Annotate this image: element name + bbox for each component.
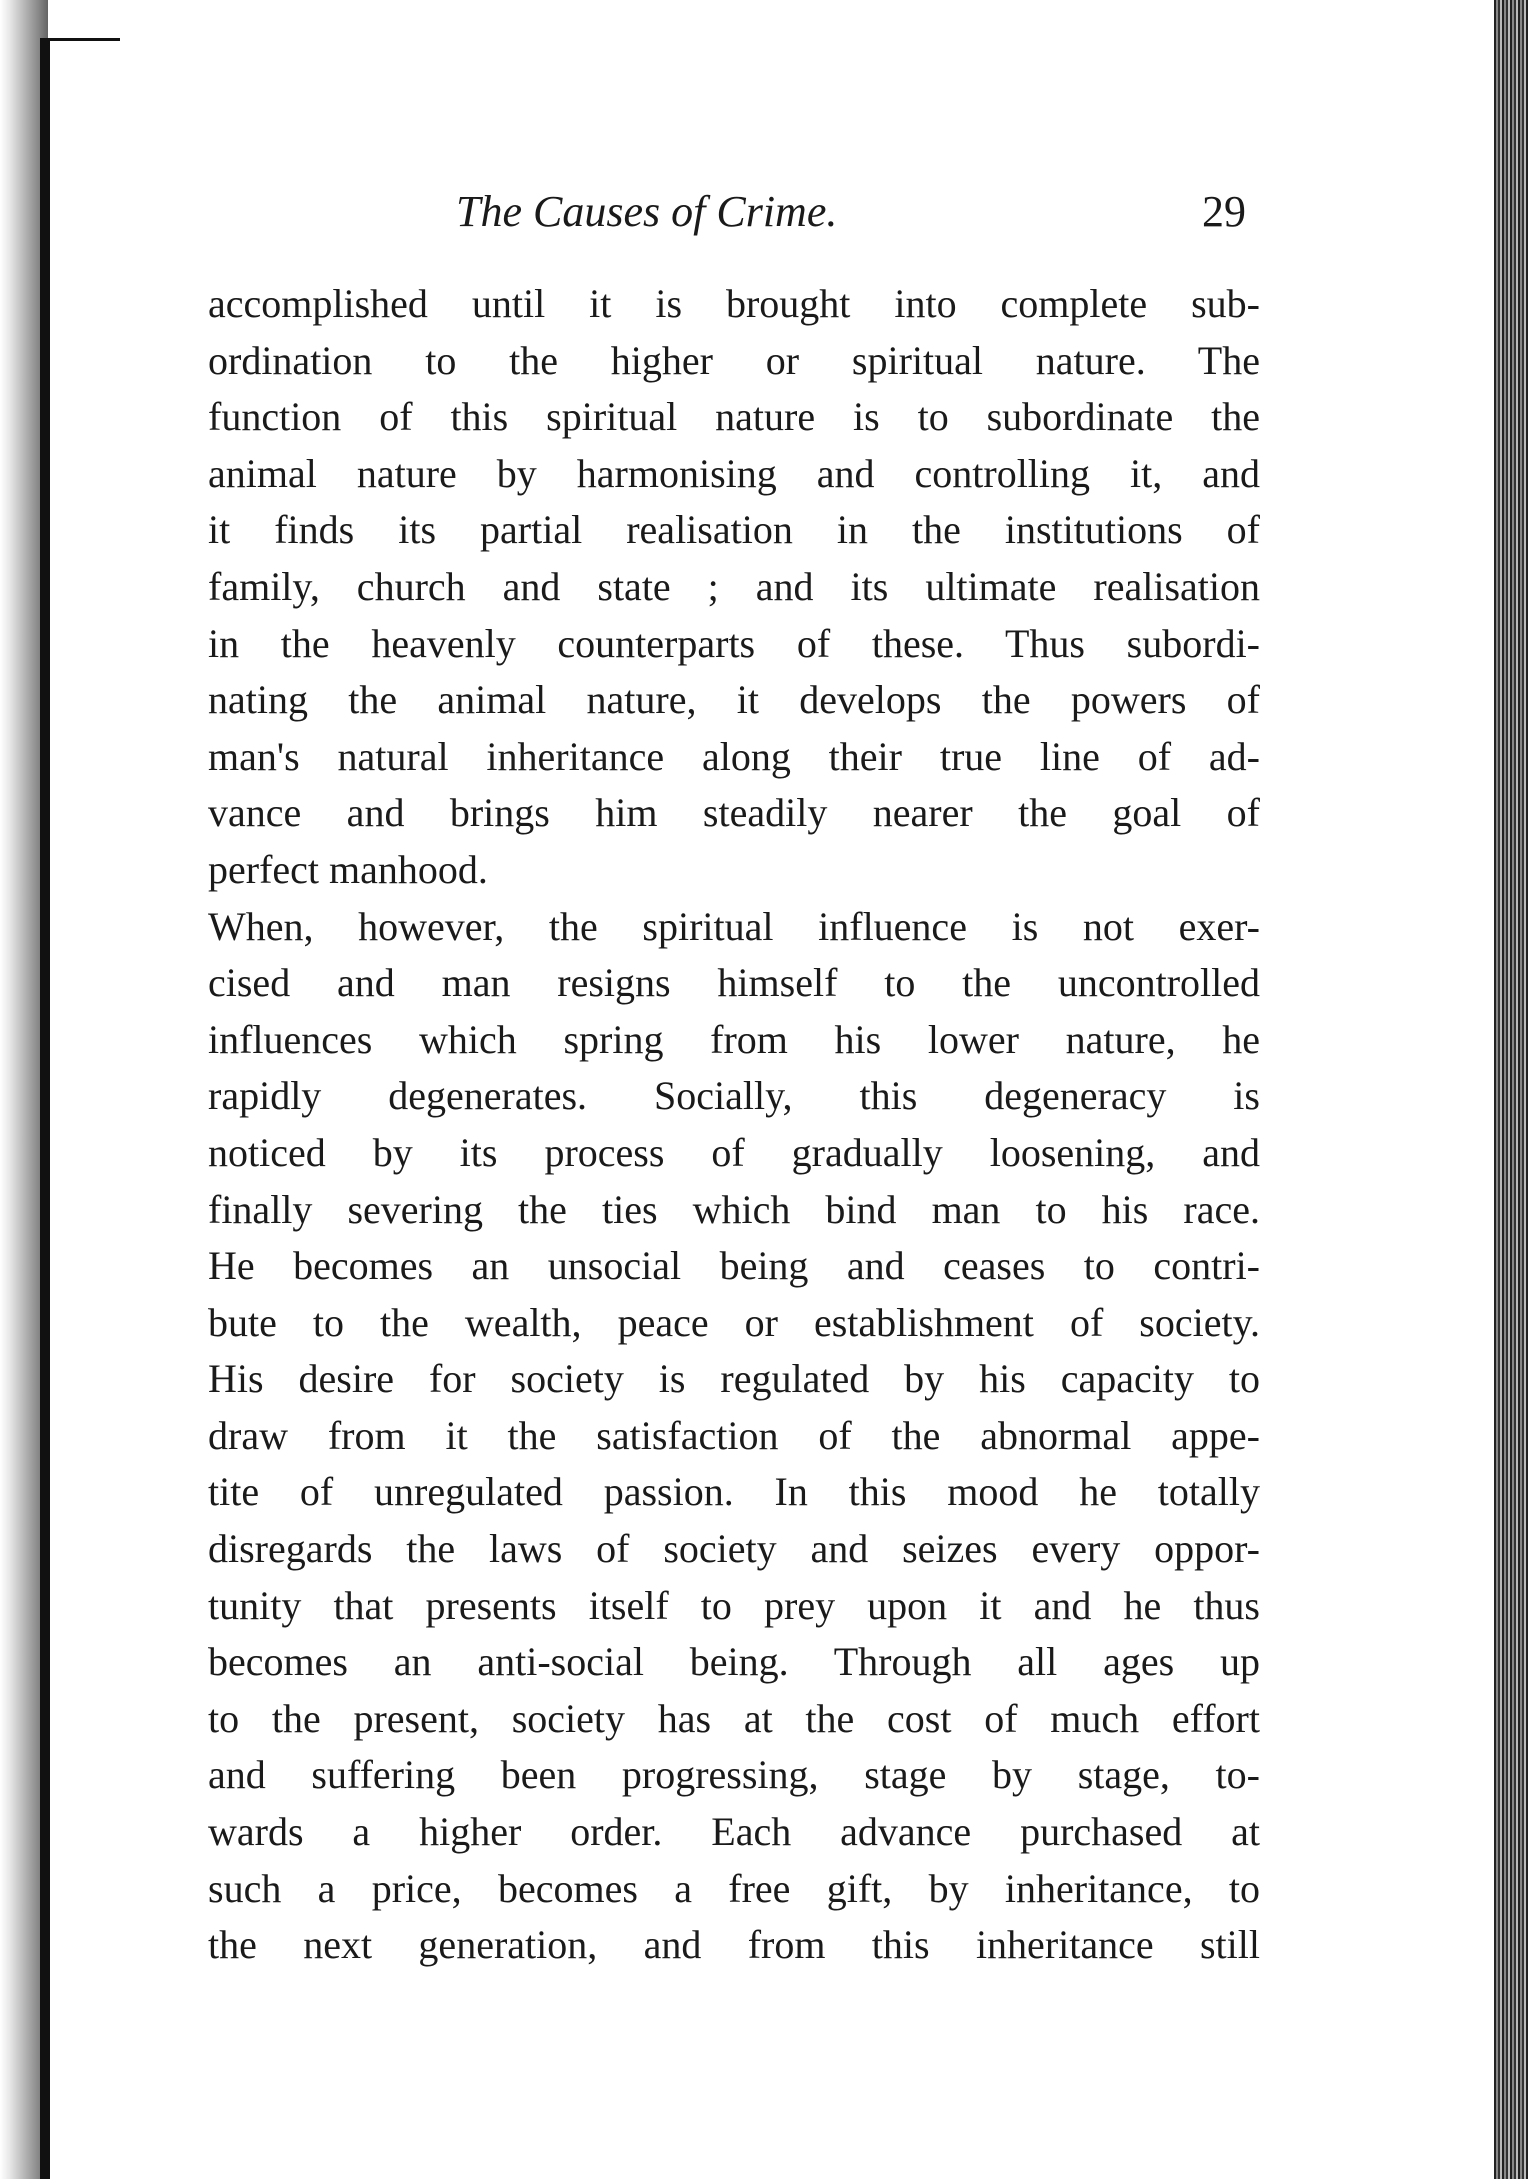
text-line: disregards the laws of society and seizes every oppor- xyxy=(208,1526,1260,1572)
text-line: and suffering been progressing, stage by stage, to- xyxy=(208,1752,1260,1798)
text-line: tunity that presents itself to prey upon it and he thus xyxy=(208,1582,1260,1628)
text-line: finally severing the ties which bind man to his race. xyxy=(208,1186,1260,1232)
page-edge-right xyxy=(1494,0,1528,2179)
text-line: influences which spring from his lower nature, he xyxy=(208,1016,1260,1062)
text-line: rapidly degenerates. Socially, this degeneracy is xyxy=(208,1073,1260,1119)
text-line: When, however, the spiritual influence is not exer- xyxy=(208,903,1260,949)
body-text xyxy=(208,276,1260,1974)
text-line: the next generation, and from this inheritance still xyxy=(208,1922,1260,1968)
running-title: The Causes of Crime. xyxy=(456,187,838,236)
text-line: cised and man resigns himself to the uncontrolled xyxy=(208,960,1260,1006)
text-line: such a price, becomes a free gift, by inheritance, to xyxy=(208,1865,1260,1911)
text-line: wards a higher order. Each advance purchased at xyxy=(208,1809,1260,1855)
running-header xyxy=(208,186,1258,246)
text-line: becomes an anti-social being. Through all ages up xyxy=(208,1639,1260,1685)
text-line: ordination to the higher or spiritual nature. The xyxy=(208,337,1260,383)
binding-rule xyxy=(40,40,50,2179)
text-line: vance and brings him steadily nearer the goal of xyxy=(208,790,1260,836)
text-line: perfect manhood. xyxy=(208,846,488,892)
text-line: He becomes an unsocial being and ceases to contri- xyxy=(208,1243,1260,1289)
page-number: 29 xyxy=(1202,187,1246,236)
text-line: animal nature by harmonising and controlling it, and xyxy=(208,450,1260,496)
text-line: it finds its partial realisation in the institutions of xyxy=(208,507,1260,553)
text-line: family, church and state ; and its ultimate realisation xyxy=(208,563,1260,609)
text-line: in the heavenly counterparts of these. Thus subordi- xyxy=(208,620,1260,666)
text-line: His desire for society is regulated by his capacity to xyxy=(208,1356,1260,1402)
binding-rule-top xyxy=(40,38,120,41)
text-line: draw from it the satisfaction of the abnormal appe- xyxy=(208,1412,1260,1458)
text-line: bute to the wealth, peace or establishment of society. xyxy=(208,1299,1260,1345)
text-line: accomplished until it is brought into complete sub- xyxy=(208,281,1260,326)
text-line: function of this spiritual nature is to subordinate the xyxy=(208,394,1260,440)
text-line: noticed by its process of gradually loosening, and xyxy=(208,1129,1260,1175)
text-line: nating the animal nature, it develops the powers of xyxy=(208,677,1260,723)
text-line: man's natural inheritance along their true line of ad- xyxy=(208,733,1260,779)
text-line: tite of unregulated passion. In this mood he totally xyxy=(208,1469,1260,1515)
text-line: to the present, society has at the cost of much effort xyxy=(208,1695,1260,1741)
